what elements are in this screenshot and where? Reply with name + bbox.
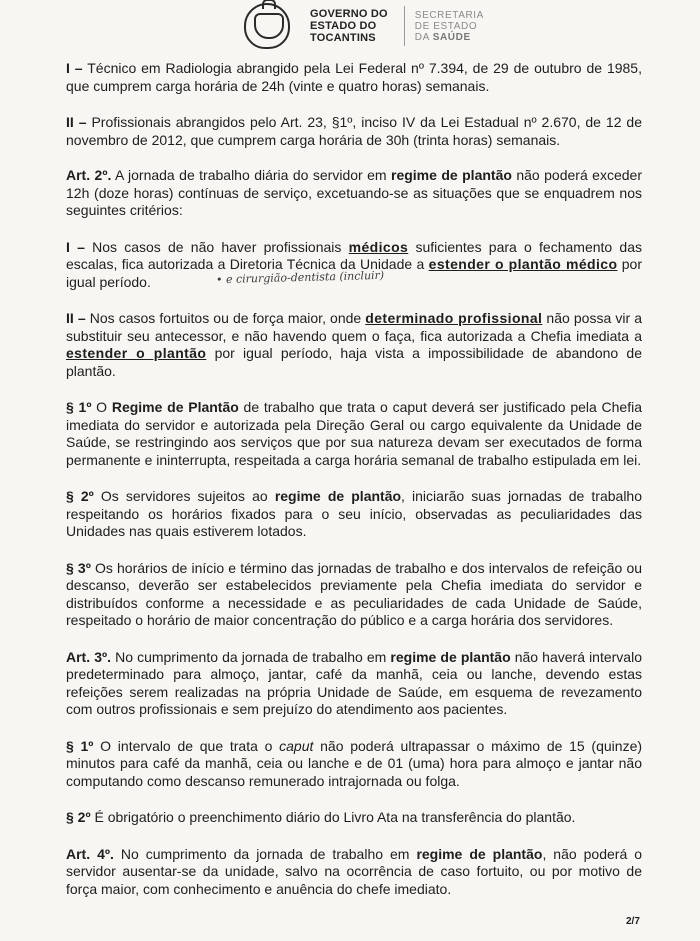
paragraph-inciso-i: I – Técnico em Radiologia abrangido pela Lei Federal nº 7.394, de 29 de outubro de 1985, que cumprem carga horária de 24h (vinte e quatro horas) semanais. xyxy=(66,60,642,94)
gov-line-3: TOCANTINS xyxy=(310,32,376,44)
article-2-inciso-i: I – Nos casos de não haver profissionais médicos suficientes para o fechamento das escalas, fica autorizada a Diretoria Técnica da Unidade a estender o plantão médico por igual período. xyxy=(66,238,643,290)
sec-line-3: DA SAÚDE xyxy=(414,31,471,43)
page-number: 2/7 xyxy=(626,916,640,927)
government-name xyxy=(310,8,388,44)
article-3-paragraph-2: § 2º É obrigatório o preenchimento diário do Livro Ata na transferência do plantão. xyxy=(66,809,576,825)
sec-line-1: SECRETARIA xyxy=(414,9,484,21)
gov-line-2: ESTADO DO xyxy=(310,20,377,32)
article-2-paragraph-3: § 3º Os horários de início e término das jornadas de trabalho e dos intervalos de refeição ou descanso, deverão ser estabelecidos previamente pela Chefia imediata do servidor e distribuídos conforme a necessidade e as peculiaridades de cada Unidade de Saúde, respeitado o horário de maior concentração do público e a carga horária dos servidores. xyxy=(66,559,643,628)
sec-line-2: DE ESTADO xyxy=(414,20,478,32)
paragraph-inciso-ii: II – Profissionais abrangidos pelo Art. 23, §1º, inciso IV da Lei Estadual nº 2.670, de 12 de novembro de 2012, que cumprem carga horária de 30h (trinta horas) semanais. xyxy=(66,114,642,148)
header-divider xyxy=(404,6,405,46)
handwritten-annotation: • e cirurgião-dentista (incluir) xyxy=(215,268,385,287)
secretariat-name xyxy=(415,10,484,43)
article-2: Art. 2º. A jornada de trabalho diária do servidor em regime de plantão não poderá exceder 12h (doze horas) contínuas de serviço, excetuando-se as situações que se enquadrem nos seguintes critérios: xyxy=(66,167,642,218)
article-2-paragraph-2: § 2º Os servidores sujeitos ao regime de plantão, iniciarão suas jornadas de trabalho respeitando os horários fixados para o seu início, observadas as peculiaridades das Unidades nas quais estiverem lotados. xyxy=(66,488,643,539)
gov-line-1: GOVERNO DO xyxy=(310,8,388,20)
letterhead xyxy=(244,2,484,50)
article-2-inciso-ii: II – Nos casos fortuitos ou de força maior, onde determinado profissional não possa vir a substituir seu antecessor, e não havendo quem o faça, fica autorizada a Chefia imediata a estender o plantão por igual período, haja vista a impossibilidade de abandono de plantão. xyxy=(66,310,642,379)
article-4: Art. 4º. No cumprimento da jornada de trabalho em regime de plantão, não poderá o servidor ausentar-se da unidade, salvo na ocorrência de caso fortuito, ou por motivo de força maior, com conhecimento e anuência do chefe imediato. xyxy=(66,845,643,897)
document-body xyxy=(66,60,642,898)
article-2-paragraph-1: § 1º O Regime de Plantão de trabalho que trata o caput deverá ser justificado pela Chefia imediata do servidor e autorizada pela Direção Geral ou cargo equivalente da Unidade de Saúde, se restringindo aos serviços que por sua natureza devam ser executados de forma permanente e ininterrupta, respeitada a carga horária semanal de trabalho estipulada em lei. xyxy=(66,399,643,468)
state-seal-icon xyxy=(244,3,290,49)
article-3-paragraph-1: § 1º O intervalo de que trata o caput não poderá ultrapassar o máximo de 15 (quinze) minutos para café da manhã, ceia ou lanche e de 01 (uma) hora para almoço e jantar não computando como descanso remunerado intrajornada ou folga. xyxy=(66,737,643,789)
article-3: Art. 3º. No cumprimento da jornada de trabalho em regime de plantão não haverá intervalo predeterminado para almoço, jantar, café da manhã, ceia ou lanche, devendo estas refeições serem realizadas na própria Unidade de Saúde, em esquema de revezamento com outros profissionais e sem prejuízo do atendimento aos pacientes. xyxy=(66,648,642,717)
